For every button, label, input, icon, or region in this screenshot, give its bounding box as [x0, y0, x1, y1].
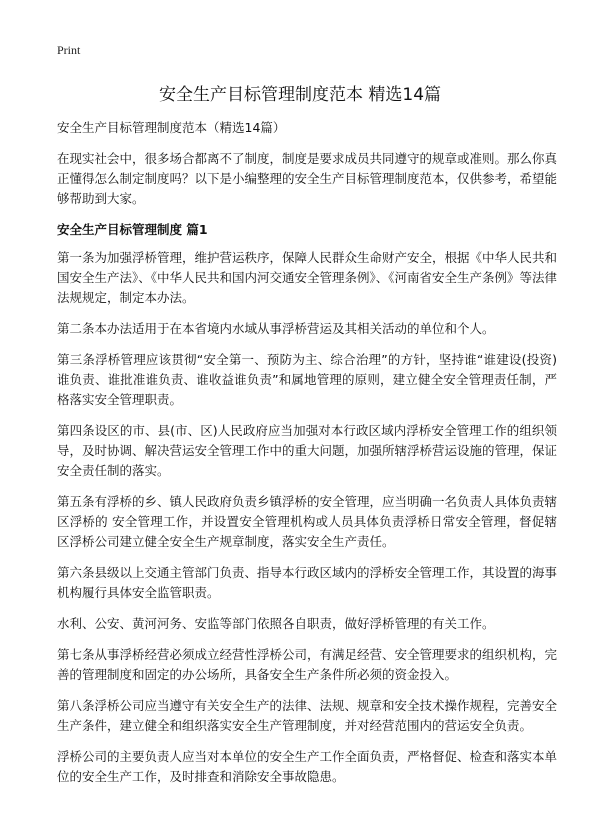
page-title: 安全生产目标管理制度范本 精选14篇 — [158, 85, 442, 105]
paragraph-7: 水利、公安、黄河河务、安监等部门依照各自职责，做好浮桥管理的有关工作。 — [57, 616, 495, 631]
paragraph-9: 第八条浮桥公司应当遵守有关安全生产的法律、法规、规章和安全技术操作规程，完善安全生产条件，建立健全和组织落实安全生产管理制度，并对经营范围内的营运安全负责。 — [57, 698, 558, 733]
print-label[interactable]: Print — [57, 43, 81, 57]
paragraph-2: 第二条本办法适用于在本省境内水域从事浮桥营运及其相关活动的单位和个人。 — [57, 321, 495, 336]
paragraph-1: 第一条为加强浮桥管理，维护营运秩序，保障人民群众生命财产安全，根据《中华人民共和国安全生产法》、《中华人民共和国内河交通安全管理条例》、《河南省安全生产条例》等法律法规规定，制定本办法。 — [57, 250, 558, 305]
document-subtitle: 安全生产目标管理制度范本（精选14篇） — [57, 120, 286, 135]
paragraph-10: 浮桥公司的主要负责人应当对本单位的安全生产工作全面负责，严格督促、检查和落实本单位的安全生产工作，及时排查和消除安全事故隐患。 — [57, 749, 558, 784]
paragraph-5: 第五条有浮桥的乡、镇人民政府负责乡镇浮桥的安全管理，应当明确一名负责人具体负责辖区浮桥的 安全管理工作，并设置安全管理机构或人员具体负责浮桥日常安全管理，督促辖区浮桥公司建立健全安全生产规章制度，落实安全生产责任。 — [57, 494, 558, 549]
paragraph-8: 第七条从事浮桥经营必须成立经营性浮桥公司，有满足经营、安全管理要求的组织机构，完善的管理制度和固定的办公场所，具备安全生产条件所必须的资金投入。 — [57, 647, 558, 682]
paragraph-4: 第四条设区的市、县(市、区)人民政府应当加强对本行政区域内浮桥安全管理工作的组织领导，及时协调、解决营运安全管理工作中的重大问题，加强所辖浮桥营运设施的管理，保证安全责任制的落实。 — [57, 423, 558, 478]
section-heading: 安全生产目标管理制度 篇1 — [57, 222, 208, 237]
paragraph-3: 第三条浮桥管理应该贯彻“安全第一、预防为主、综合治理”的方针，坚持谁“谁建设(投资)谁负责、谁批准谁负责、谁收益谁负责”和属地管理的原则，建立健全安全管理责任制，严格落实安全管理职责。 — [57, 352, 557, 407]
intro-paragraph: 在现实社会中，很多场合都离不了制度，制度是要求成员共同遵守的规章或准则。那么你真正懂得怎么制定制度吗？以下是小编整理的安全生产目标管理制度范本，仅供参考，希望能够帮助到大家。 — [57, 151, 558, 206]
document-body — [57, 118, 557, 798]
paragraph-6: 第六条县级以上交通主管部门负责、指导本行政区域内的浮桥安全管理工作，其设置的海事机构履行具体安全监管职责。 — [57, 565, 558, 600]
